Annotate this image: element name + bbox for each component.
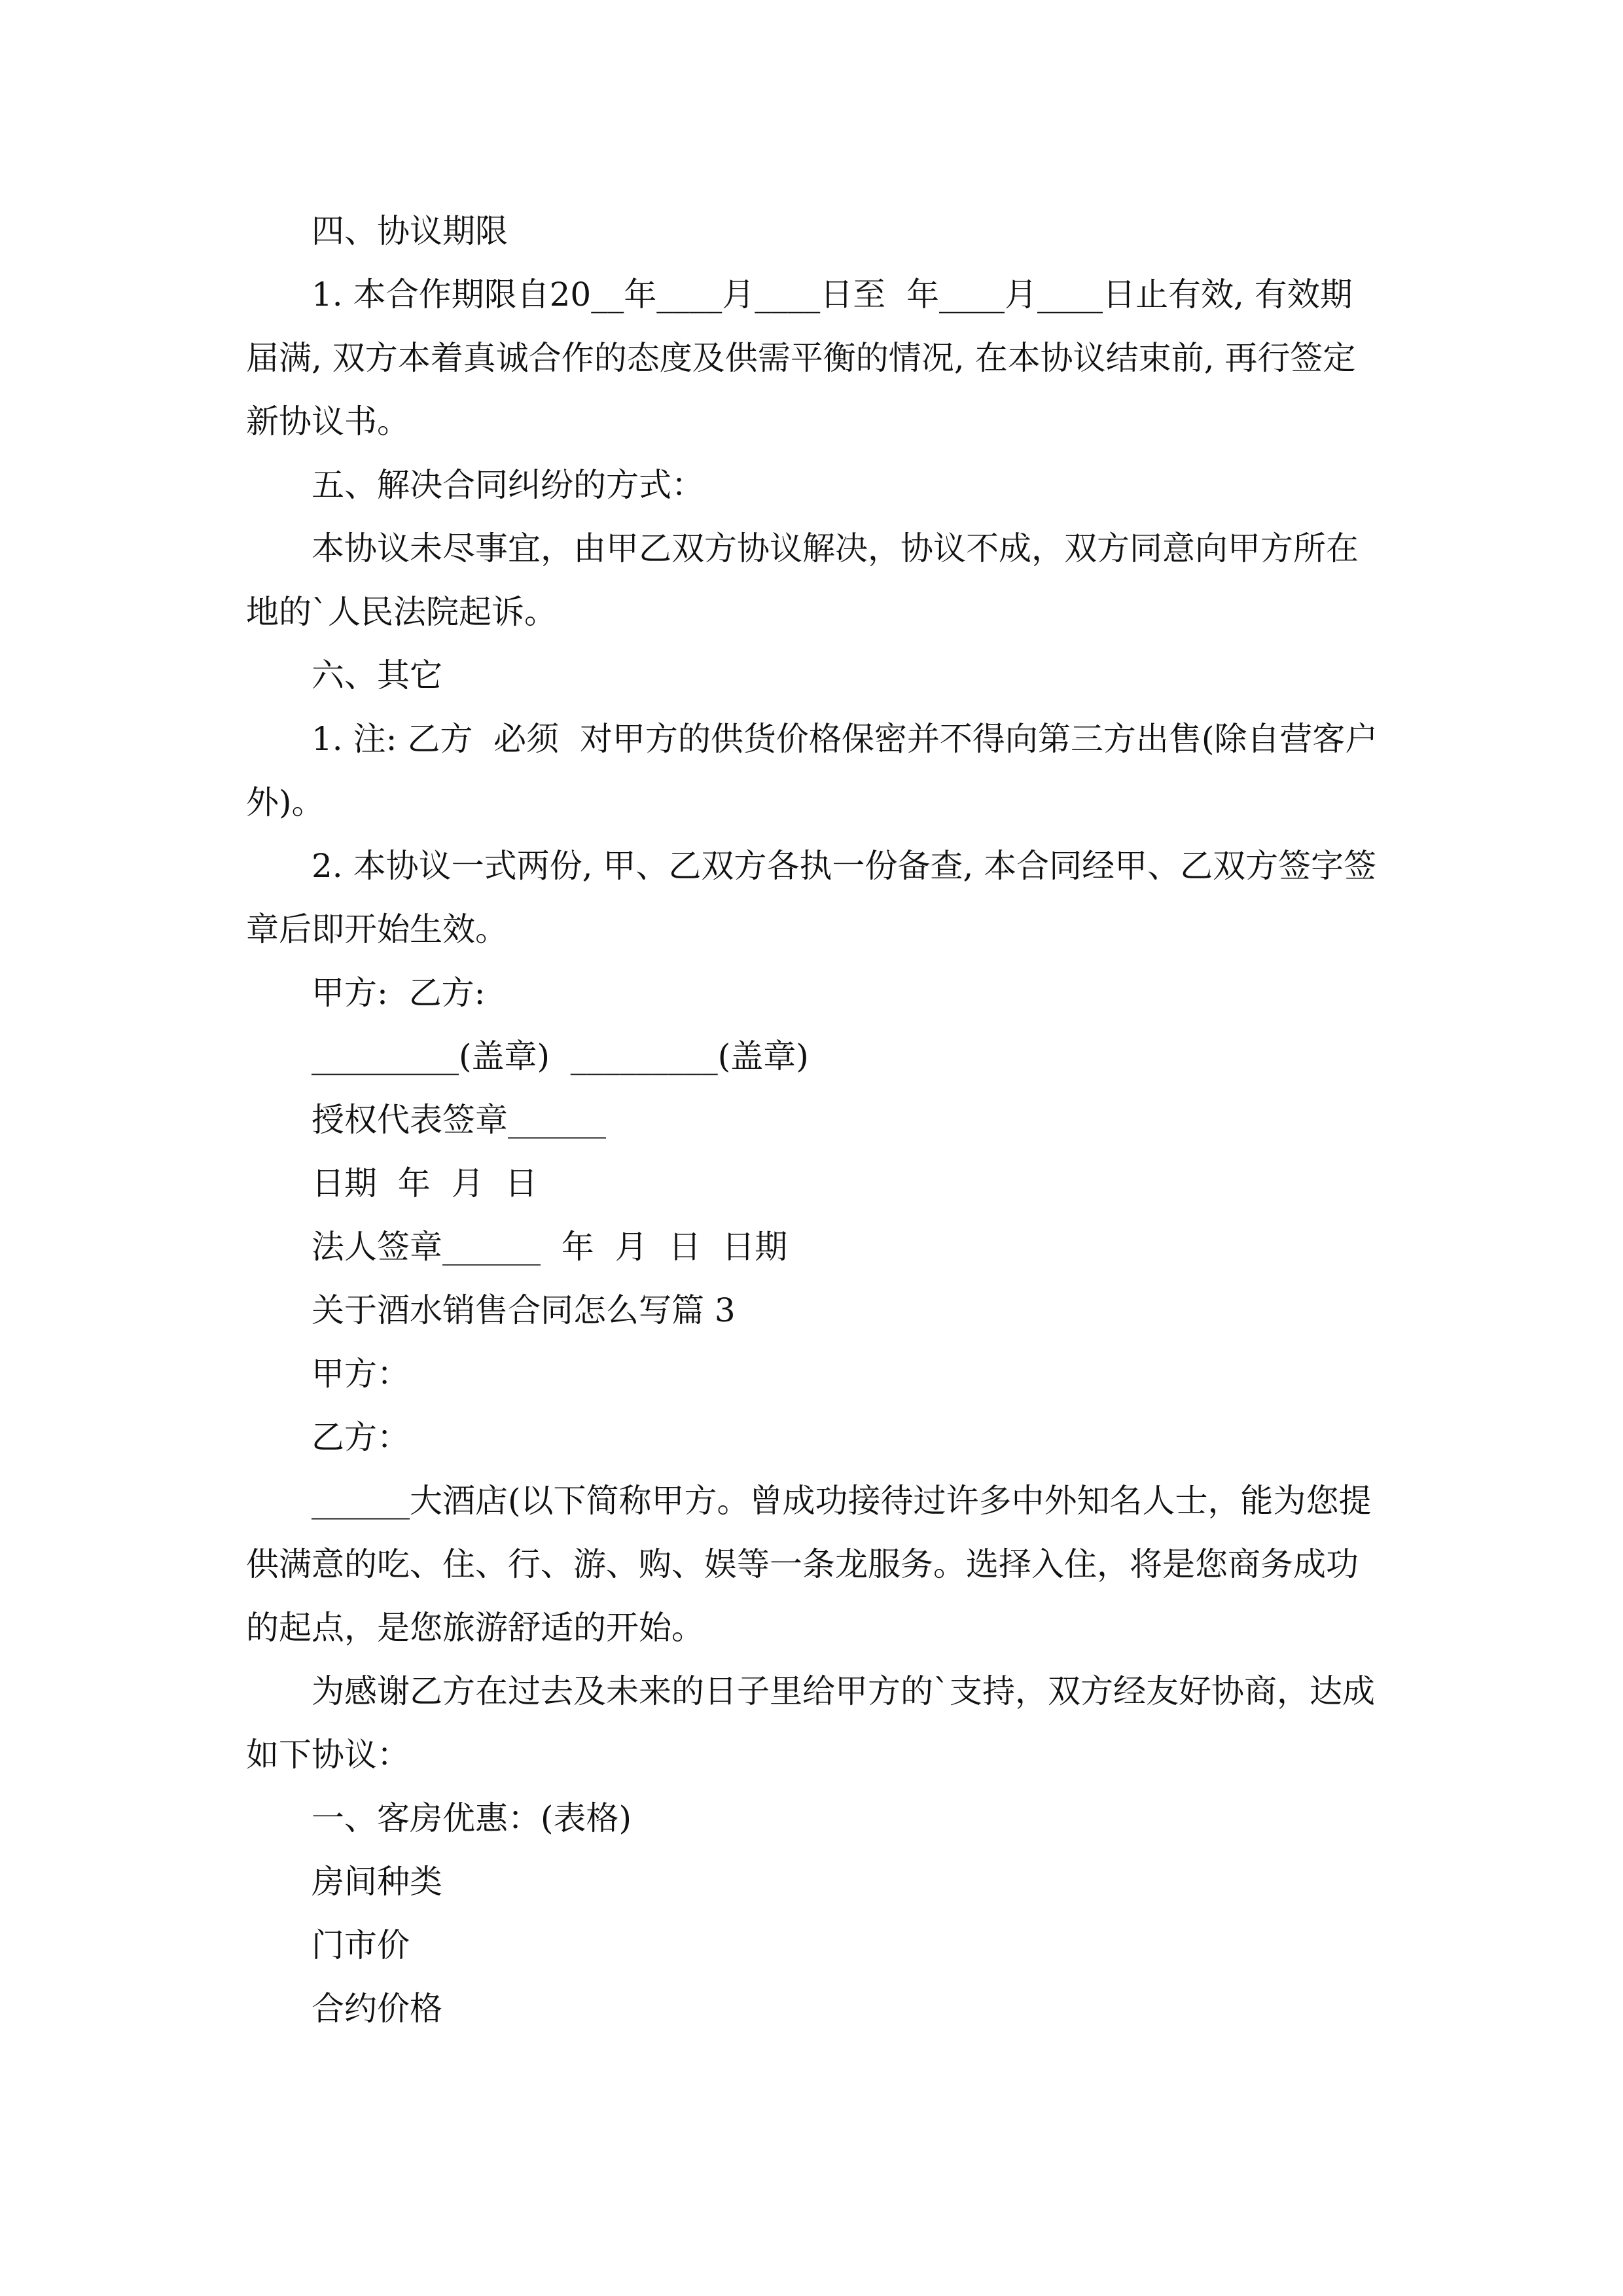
paragraph-other-clause-2: 2. 本协议一式两份, 甲、乙双方各执一份备查, 本合同经甲、乙双方签字签章后即开始生效。: [246, 847, 1377, 948]
legal-rep-line: 法人签章______ 年 月 日 日期: [312, 1228, 788, 1266]
paragraph-dispute-clause: 本协议未尽事宜，由甲乙双方协议解决，协议不成，双方同意向甲方所在地的`人民法院起诉。: [246, 529, 1359, 631]
paragraph-hotel-intro: ______大酒店(以下简称甲方。曾成功接待过许多中外知名人士，能为您提供满意的吃、住、行、游、购、娱等一条龙服务。选择入住，将是您商务成功的起点，是您旅游舒适的开始。: [246, 1482, 1372, 1647]
party-a-line: 甲方：: [312, 1355, 410, 1393]
article-title-3: 关于酒水销售合同怎么写篇 3: [312, 1291, 736, 1329]
table-header-rack-rate: 门市价: [312, 1926, 410, 1964]
authorized-rep-line: 授权代表签章______: [312, 1101, 606, 1139]
section-heading-term: 四、协议期限: [312, 212, 508, 250]
section-heading-other: 六、其它: [312, 656, 442, 694]
section-heading-dispute: 五、解决合同纠纷的方式：: [312, 466, 704, 504]
signature-parties-line: 甲方: 乙方:: [312, 974, 486, 1012]
signature-seal-line: _________(盖章) _________(盖章): [312, 1037, 809, 1075]
table-header-contract-price: 合约价格: [312, 1990, 442, 2028]
document-body: [246, 200, 1385, 2041]
paragraph-other-clause-1: 1. 注: 乙方 必须 对甲方的供货价格保密并不得向第三方出售(除自营客户外)。: [246, 720, 1378, 821]
table-header-room-type: 房间种类: [312, 1863, 442, 1901]
paragraph-agreement-intro: 为感谢乙方在过去及未来的日子里给甲方的`支持，双方经友好协商，达成如下协议：: [246, 1672, 1375, 1774]
party-b-line: 乙方：: [312, 1418, 410, 1456]
paragraph-term-clause-1: 1. 本合作期限自20__年____月____日至 年____月____日止有效, 有效期届满, 双方本着真诚合作的态度及供需平衡的情况, 在本协议结束前, 再行签定新协议书。: [246, 276, 1356, 440]
date-line: 日期 年 月 日: [312, 1164, 538, 1202]
section-heading-room-discount: 一、客房优惠：(表格): [312, 1799, 632, 1837]
